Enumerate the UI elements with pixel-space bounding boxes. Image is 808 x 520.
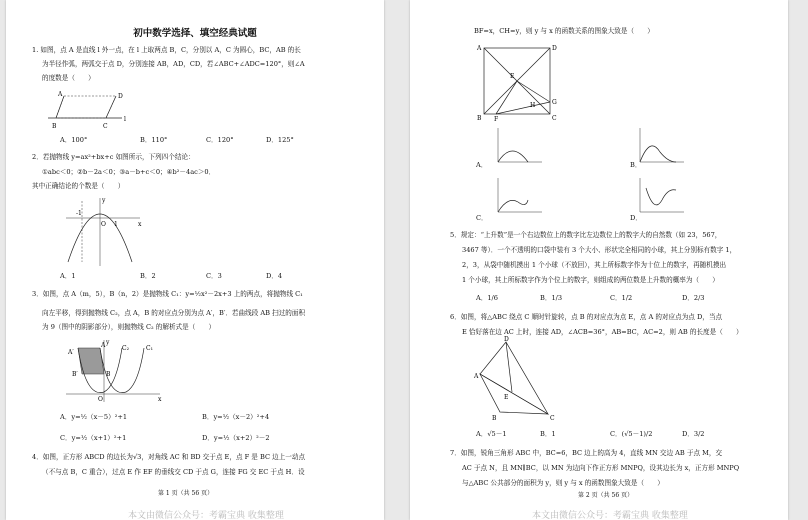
question-1-line-1: 1. 如图，点 A 是直线 l 外一点，在 l 上取两点 B，C，分别以 A，C 为圆心，BC，AB 的长 — [32, 46, 301, 54]
q2-label-y: y — [102, 197, 106, 204]
q1-option-a[interactable]: A．100° — [60, 136, 88, 144]
document-page-2 — [410, 0, 788, 520]
question-6-figure — [474, 338, 560, 420]
q2-option-b[interactable]: B．2 — [140, 272, 156, 280]
q6-label-d: D — [504, 336, 509, 343]
watermark-right: 本文由微信公众号：考霸宝典 收集整理 — [532, 511, 688, 520]
question-5-line-3: 2，3，从袋中随机摸出 1 个小球（不放回），其上所标数字作为十位上的数字，再随机摸出 — [462, 261, 727, 269]
q2-option-c[interactable]: C．3 — [206, 272, 222, 280]
q3-option-d[interactable]: D．y=½（x+2）²－2 — [202, 434, 270, 442]
question-4-line-2: （不与点 B，C 重合），过点 E 作 EF 的垂线交 CD 于点 G，连接 FG 交 EC 于点 H．设 — [42, 468, 305, 476]
q5-option-d[interactable]: D．2/3 — [682, 294, 705, 302]
q6-option-c[interactable]: C．(√5－1)/2 — [610, 430, 653, 438]
question-2-line-2: ①abc＜0；②b－2a＜0；③a－b+c＜0；④b²－4ac＞0． — [42, 168, 216, 176]
q3-label-y: y — [106, 339, 110, 346]
q6-label-a: A — [474, 373, 479, 380]
q3-option-c[interactable]: C．y=½（x+1）²+1 — [60, 434, 127, 442]
question-7-line-2: AC 于点 N，且 MN∥BC，以 MN 为边向下作正方形 MNPQ，设其边长为 x，正方形 MNPQ — [462, 464, 740, 472]
q2-label-o: O — [101, 221, 106, 228]
q4-label-a: A — [477, 45, 482, 52]
q2-option-a[interactable]: A．1 — [60, 272, 76, 280]
question-5-line-4: 1 个小球，其上所标数字作为个位上的数字，则组成的两位数是上升数的概率为（ ） — [462, 276, 719, 284]
q4-label-h: H — [530, 102, 536, 109]
q5-option-b[interactable]: B．1/3 — [540, 294, 563, 302]
page-2-footer: 第 2 页（共 56 页） — [578, 492, 634, 499]
question-4-line-1: 4．如图，正方形 ABCD 的边长为√3，对角线 AC 和 BD 交于点 E，点 F 是 BC 边上一动点 — [32, 453, 306, 461]
q2-option-d[interactable]: D．4 — [266, 272, 283, 280]
q3-label-o: O — [98, 396, 103, 403]
q3-label-a: A — [101, 342, 106, 349]
q4-option-d[interactable]: D． — [630, 214, 642, 222]
q4-label-c: C — [552, 115, 557, 122]
q6-option-d[interactable]: D．3/2 — [682, 430, 705, 438]
q4-option-a-graph — [494, 126, 544, 168]
q6-option-a[interactable]: A．√5－1 — [476, 430, 507, 438]
q4-option-d-graph — [636, 176, 686, 218]
q1-label-c: C — [103, 123, 108, 130]
document-title: 初中数学选择、填空经典试题 — [133, 28, 257, 39]
question-1-line-3: 的度数是（ ） — [42, 74, 95, 82]
q4-label-g: G — [552, 99, 557, 106]
q4-option-b[interactable]: B． — [630, 161, 642, 169]
question-7-line-1: 7．如图，锐角三角形 ABC 中，BC=6，BC 边上的高为 4，直线 MN 交边 AB 于点 M，交 — [450, 449, 723, 457]
question-5-line-2: 3467 等）．一个不透明的口袋中装有 3 个大小、形状完全相同的小球，其上分别标有数字 1， — [462, 246, 737, 254]
q1-label-d: D — [118, 93, 123, 100]
q3-label-a-prime: A′ — [68, 349, 74, 356]
question-5-line-1: 5．规定：“上升数”是一个右边数位上的数字比左边数位上的数字大的自然数（如 23，567， — [450, 231, 722, 239]
watermark-left: 本文由微信公众号：考霸宝典 收集整理 — [128, 511, 284, 520]
q4-option-c-graph — [494, 176, 544, 218]
question-4-continued: BF=x，CH=y，则 y 与 x 的函数关系的图象大致是（ ） — [474, 27, 654, 35]
q6-option-b[interactable]: B．1 — [540, 430, 556, 438]
q1-option-d[interactable]: D．125° — [266, 136, 294, 144]
q6-label-b: B — [492, 415, 497, 422]
q4-label-b: B — [477, 115, 482, 122]
q6-label-c: C — [550, 415, 555, 422]
q2-label-x: x — [138, 221, 142, 228]
q5-option-c[interactable]: C．1/2 — [610, 294, 633, 302]
q4-option-c[interactable]: C． — [476, 214, 488, 222]
q2-label-1: 1 — [114, 221, 118, 228]
q4-option-a[interactable]: A． — [476, 161, 488, 169]
question-1-figure — [46, 88, 126, 130]
q1-label-l: l — [124, 116, 126, 123]
q3-label-c1: C₁ — [146, 345, 153, 352]
question-2-line-3: 其中正确结论的个数是（ ） — [32, 182, 125, 190]
q3-option-a[interactable]: A．y=½（x－5）²+1 — [60, 413, 128, 421]
question-6-line-2: E 恰好落在边 AC 上时，连接 AD，∠ACB=36°，AB=BC，AC=2，则 AB 的长度是（ ） — [462, 328, 743, 336]
question-3-line-2: 向左平移，得到抛物线 C₂，点 A，B 的对应点分别为点 A′，B′．若曲线段 AB 扫过的面积 — [42, 309, 306, 317]
q2-label-neg1: -1 — [76, 210, 82, 217]
question-2-line-1: 2．若抛物线 y=ax²+bx+c 如图所示，下列四个结论： — [32, 153, 195, 161]
q4-option-b-graph — [636, 126, 686, 168]
q3-label-c2: C₂ — [122, 345, 129, 352]
question-7-line-3: 与△ABC 公共部分的面积为 y，则 y 与 x 的函数图象大致是（ ） — [462, 479, 664, 487]
q3-option-b[interactable]: B．y=½（x－2）²+4 — [202, 413, 270, 421]
q3-label-b: B — [106, 371, 111, 378]
question-3-line-3: 为 9（图中的阴影部分），则抛物线 C₂ 的解析式是（ ） — [42, 323, 216, 331]
q1-option-b[interactable]: B．110° — [140, 136, 168, 144]
q3-label-b-prime: B′ — [72, 371, 78, 378]
question-6-line-1: 6．如图，将△ABC 绕点 C 顺时针旋转，点 B 的对应点为点 E，点 A 的对应点为点 D，当点 — [450, 313, 723, 321]
question-4-figure — [477, 44, 560, 123]
q4-label-e: E — [510, 73, 515, 80]
question-1-line-2: 为半径作弧，两弧交于点 D，分别连接 AB，AD，CD，若∠ABC+∠ADC=120°，则∠A — [42, 60, 305, 68]
document-page-1 — [6, 0, 384, 520]
page-1-footer: 第 1 页（共 56 页） — [158, 490, 214, 497]
question-3-figure — [64, 338, 164, 404]
q6-label-e: E — [504, 394, 509, 401]
q4-label-d: D — [552, 45, 557, 52]
q5-option-a[interactable]: A．1/6 — [476, 294, 498, 302]
q4-label-f: F — [494, 116, 499, 123]
q1-label-b: B — [52, 123, 57, 130]
question-2-figure — [64, 196, 144, 268]
question-3-line-1: 3．如图，点 A（m，5），B（n，2）是抛物线 C₁：y=½x²－2x+3 上的两点，将抛物线 C₁ — [32, 290, 303, 298]
q1-option-c[interactable]: C．120° — [206, 136, 234, 144]
q3-label-x: x — [158, 396, 162, 403]
q1-label-a: A — [58, 91, 63, 98]
